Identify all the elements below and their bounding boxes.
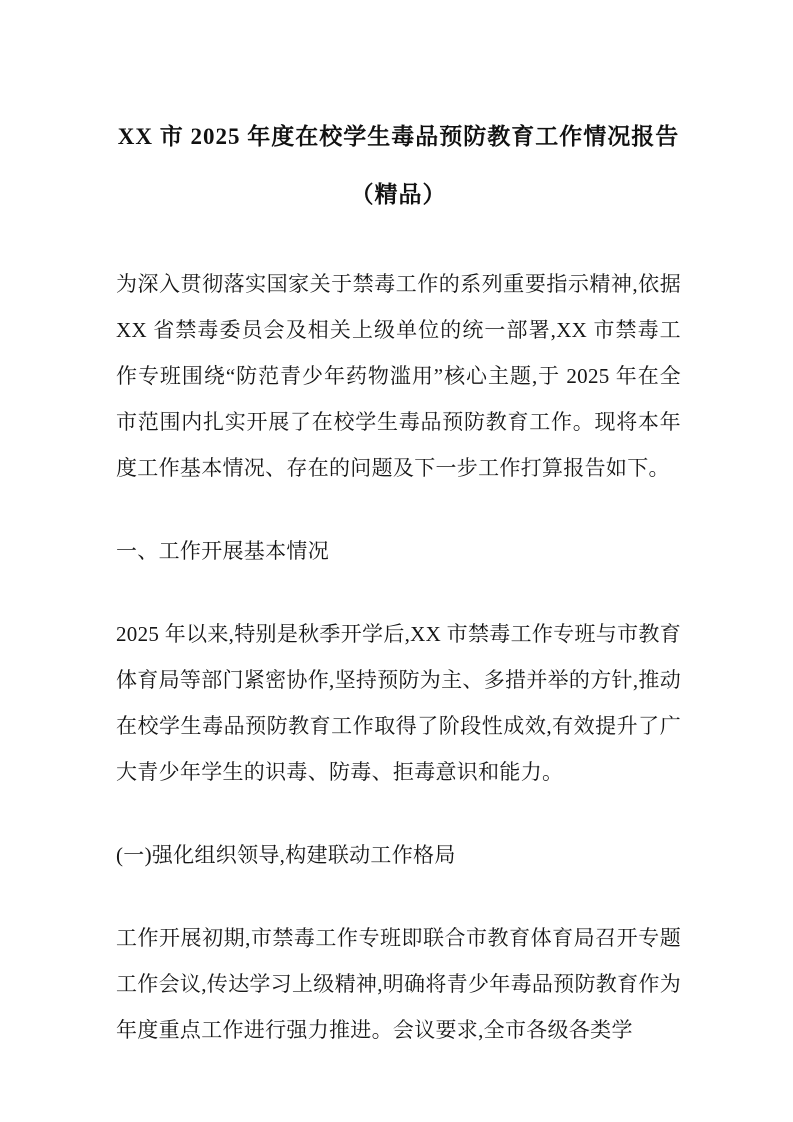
document-title-line1: XX 市 2025 年度在校学生毒品预防教育工作情况报告 xyxy=(117,124,680,149)
paragraph-subsection-1-1: 工作开展初期,市禁毒工作专班即联合市教育体育局召开专题工作会议,传达学习上级精神,明确将青少年毒品预防教育作为年度重点工作进行强力推进。会议要求,全市各级各类学 xyxy=(116,926,681,1042)
paragraph-section-1-overview: 2025 年以来,特别是秋季开学后,XX 市禁毒工作专班与市教育体育局等部门紧密协作,坚持预防为主、多措并举的方针,推动在校学生毒品预防教育工作取得了阶段性成效,有效提升了广大青少年学生的识毒、防毒、拒毒意识和能力。 xyxy=(116,622,681,784)
document-title xyxy=(116,108,681,224)
document-title-line2: （精品） xyxy=(350,182,447,207)
heading-section-1: 一、工作开展基本情况 xyxy=(116,539,329,563)
paragraph-intro: 为深入贯彻落实国家关于禁毒工作的系列重要指示精神,依据 XX 省禁毒委员会及相关上级单位的统一部署,XX 市禁毒工作专班围绕“防范青少年药物滥用”核心主题,于 2025 年在全市范围内扎实开展了在校学生毒品预防教育工作。现将本年度工作基本情况、存在的问题及下一步工作打算报告如下。 xyxy=(116,272,681,480)
heading-subsection-1-1: (一)强化组织领导,构建联动工作格局 xyxy=(116,843,456,867)
